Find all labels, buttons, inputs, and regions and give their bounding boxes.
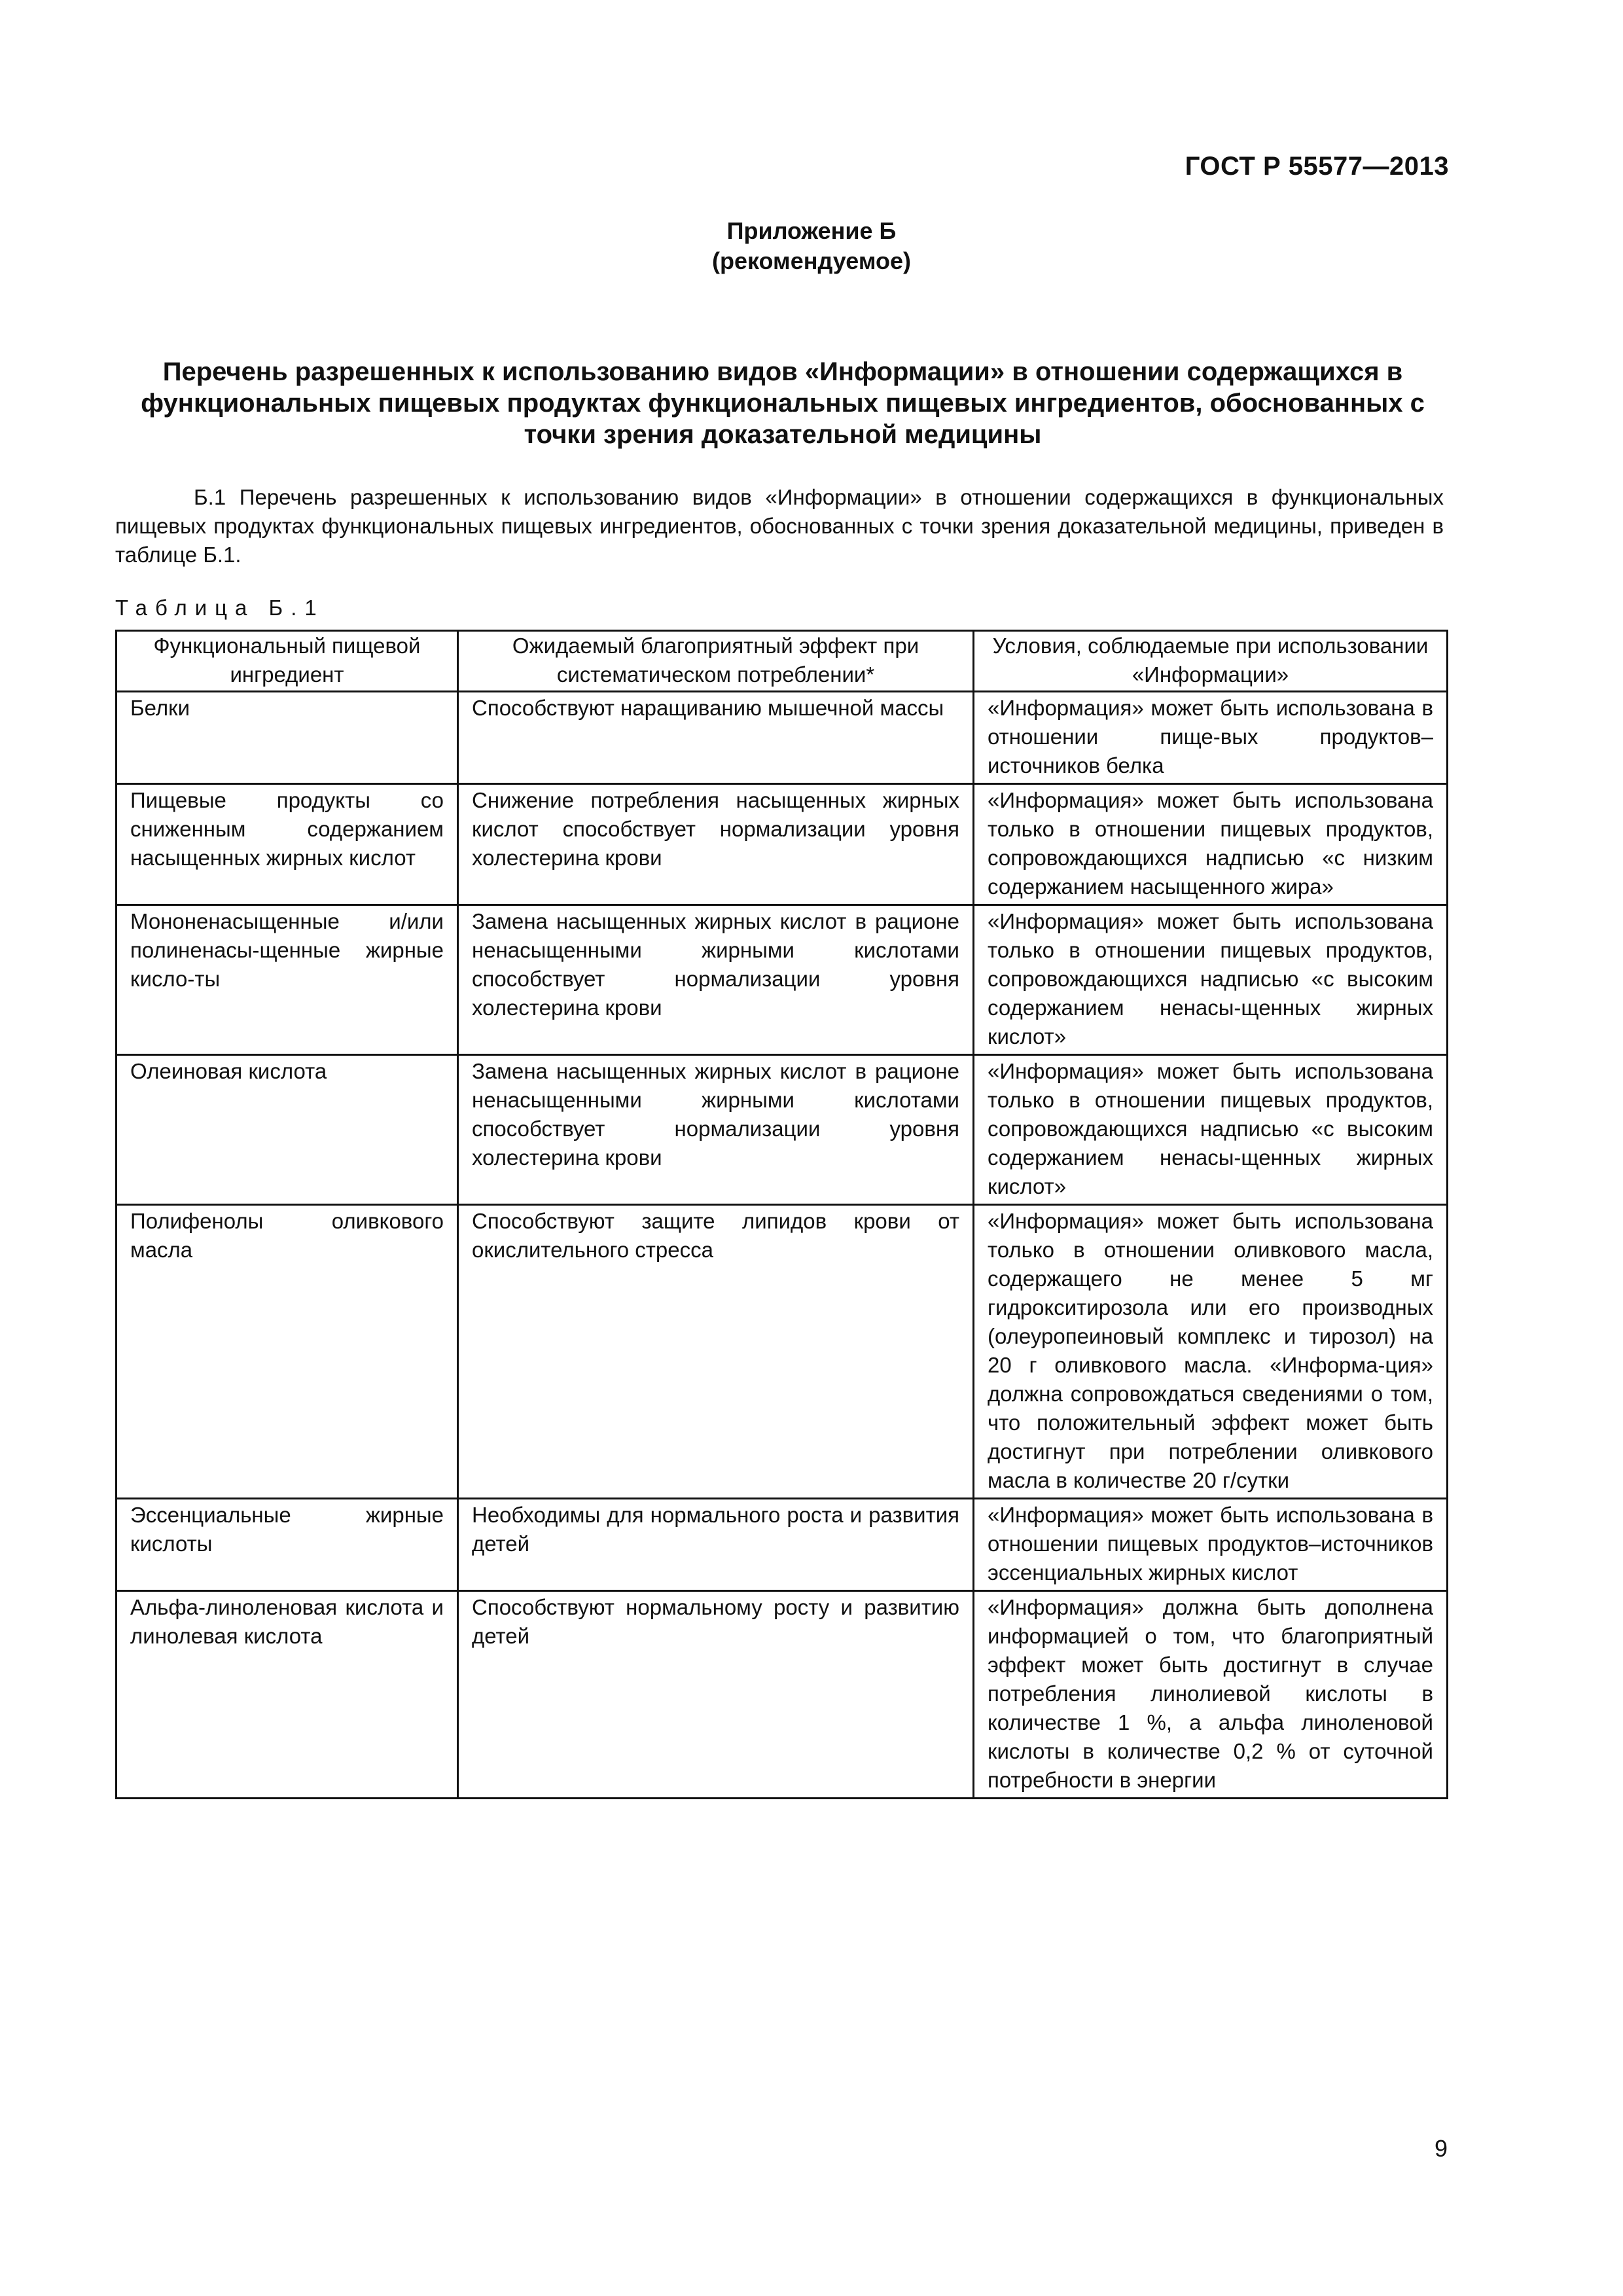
table-row [116,1499,1448,1591]
section-title: Перечень разрешенных к использованию видов «Информации» в отношении содержащихся в функциональных пищевых продуктах функциональных пищевых ингредиентов, обоснованных с точки зрения доказательной медицины [141,357,1425,449]
condition-cell: «Информация» должна быть дополнена информацией о том, что благоприятный эффект может быть достигнут в случае потребления линолиевой кислоты в количестве 1 %, а альфа линоленовой кислоты в количестве 0,2 % от суточной потребности в энергии [974,1591,1448,1799]
effect-cell: Замена насыщенных жирных кислот в рационе ненасыщенными жирными кислотами способствует нормализации уровня холестерина крови [458,905,974,1055]
condition-cell: «Информация» может быть использована только в отношении пищевых продуктов, сопровождающихся надписью «с высоким содержанием ненасы-щенных жирных кислот» [974,1055,1448,1205]
condition-cell: «Информация» может быть использована только в отношении пищевых продуктов, сопровождающихся надписью «с высоким содержанием ненасы-щенных жирных кислот» [974,905,1448,1055]
appendix-title: Приложение Б [726,217,897,244]
column-header: Условия, соблюдаемые при использовании «Информации» [974,631,1448,692]
effect-cell: Замена насыщенных жирных кислот в рационе ненасыщенными жирными кислотами способствует нормализации уровня холестерина крови [458,1055,974,1205]
table-header-row [116,631,1448,692]
ingredients-table [115,630,1448,1799]
table-label: Таблица Б.1 [115,596,325,620]
effect-cell: Способствуют нормальному росту и развитию детей [458,1591,974,1799]
condition-cell: «Информация» может быть использована в отношении пище-вых продуктов–источников белка [974,692,1448,784]
effect-cell: Способствуют наращиванию мышечной массы [458,692,974,784]
condition-cell: «Информация» может быть использована в отношении пищевых продуктов–источников эссенциальных жирных кислот [974,1499,1448,1591]
column-header: Функциональный пищевой ингредиент [116,631,458,692]
effect-cell: Способствуют защите липидов крови от окислительного стресса [458,1205,974,1499]
effect-cell: Необходимы для нормального роста и развития детей [458,1499,974,1591]
page-number: 9 [1434,2135,1448,2162]
table-row [116,692,1448,784]
ingredient-cell: Эссенциальные жирные кислоты [116,1499,458,1591]
ingredient-cell: Белки [116,692,458,784]
ingredient-cell: Альфа-линоленовая кислота и линолевая кислота [116,1591,458,1799]
ingredient-cell: Полифенолы оливкового масла [116,1205,458,1499]
condition-cell: «Информация» может быть использована только в отношении оливкового масла, содержащего не менее 5 мг гидрокситирозола или его производных (олеуропеиновый комплекс и тирозол) на 20 г оливкового масла. «Информа-ция» должна сопровождаться сведениями о том, что положительный эффект может быть достигнут при потреблении оливкового масла в количестве 20 г/сутки [974,1205,1448,1499]
condition-cell: «Информация» может быть использована только в отношении пищевых продуктов, сопровождающихся надписью «с низким содержанием насыщенного жира» [974,784,1448,905]
ingredient-cell: Олеиновая кислота [116,1055,458,1205]
ingredient-cell: Мононенасыщенные и/или полиненасы-щенные жирные кисло-ты [116,905,458,1055]
table-row [116,1205,1448,1499]
intro-paragraph: Б.1 Перечень разрешенных к использованию видов «Информации» в отношении содержащихся в функциональных пищевых продуктах функциональных пищевых ингредиентов, обоснованных с точки зрения доказательной медицины, приведен в таблице Б.1. [115,485,1444,567]
table-row [116,1055,1448,1205]
appendix-subtitle: (рекомендуемое) [712,247,911,274]
effect-cell: Снижение потребления насыщенных жирных кислот способствует нормализации уровня холестерина крови [458,784,974,905]
column-header: Ожидаемый благоприятный эффект при систематическом потреблении* [458,631,974,692]
table-row [116,905,1448,1055]
table-row [116,784,1448,905]
document-id: ГОСТ Р 55577—2013 [1185,152,1449,181]
appendix-heading [0,216,1623,276]
table-row [116,1591,1448,1799]
ingredient-cell: Пищевые продукты со сниженным содержанием насыщенных жирных кислот [116,784,458,905]
